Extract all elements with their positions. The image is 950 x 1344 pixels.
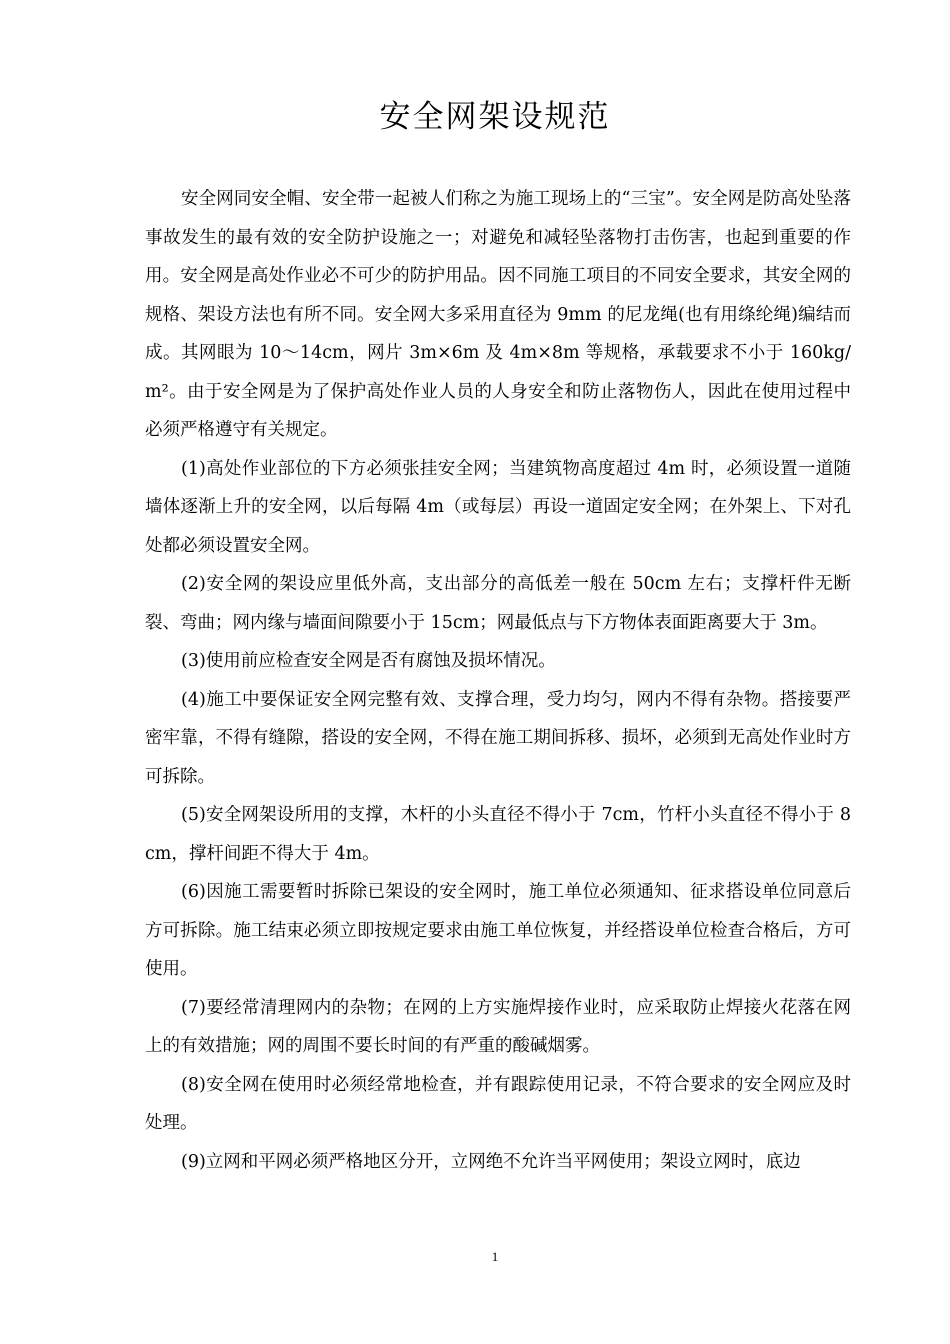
paragraph-rule-1: (1)高处作业部位的下方必须张挂安全网；当建筑物高度超过 4m 时，必须设置一道随墙体逐渐上升的安全网，以后每隔 4m（或每层）再设一道固定安全网；在外架上、下对孔处都必须设置安全网。 bbox=[145, 458, 851, 556]
page-number: 1 bbox=[491, 1249, 499, 1264]
paragraph-rule-7: (7)要经常清理网内的杂物；在网的上方实施焊接作业时，应采取防止焊接火花落在网上的有效措施；网的周围不要长时间的有严重的酸碱烟雾。 bbox=[145, 997, 851, 1056]
paragraph-intro: 安全网同安全帽、安全带一起被人们称之为施工现场上的“三宝”。安全网是防高处坠落事故发生的最有效的安全防护设施之一；对避免和减轻坠落物打击伤害，也起到重要的作用。安全网是高处作业必不可少的防护用品。因不同施工项目的不同安全要求，其安全网的规格、架设方法也有所不同。安全网大多采用直径为 9mm 的尼龙绳(也有用绦纶绳)编结而成。其网眼为 10～14cm，网片 3m×6m 及 4m×8m 等规格，承载要求不小于 160kg/m²。由于安全网是为了保护高处作业人员的人身安全和防止落物伤人，因此在使用过程中必须严格遵守有关规定。 bbox=[145, 189, 851, 440]
paragraph-rule-4: (4)施工中要保证安全网完整有效、支撑合理，受力均匀，网内不得有杂物。搭接要严密牢靠，不得有缝隙，搭设的安全网，不得在施工期间拆移、损坏，必须到无高处作业时方可拆除。 bbox=[145, 689, 851, 787]
paragraph-rule-6: (6)因施工需要暂时拆除已架设的安全网时，施工单位必须通知、征求搭设单位同意后方可拆除。施工结束必须立即按规定要求由施工单位恢复，并经搭设单位检查合格后，方可使用。 bbox=[145, 882, 851, 979]
paragraph-rule-3: (3)使用前应检查安全网是否有腐蚀及损坏情况。 bbox=[181, 651, 556, 671]
paragraph-rule-8: (8)安全网在使用时必须经常地检查，并有跟踪使用记录，不符合要求的安全网应及时处理。 bbox=[145, 1074, 851, 1133]
page-title: 安全网架设规范 bbox=[379, 99, 611, 135]
paragraph-rule-9: (9)立网和平网必须严格地区分开，立网绝不允许当平网使用；架设立网时，底边 bbox=[181, 1151, 801, 1172]
paragraph-rule-5: (5)安全网架设所用的支撑，木杆的小头直径不得小于 7cm，竹杆小头直径不得小于 8cm，撑杆间距不得大于 4m。 bbox=[145, 805, 851, 864]
document-body bbox=[145, 180, 851, 1181]
paragraph-rule-2: (2)安全网的架设应里低外高，支出部分的高低差一般在 50cm 左右；支撑杆件无断裂、弯曲；网内缘与墙面间隙要小于 15cm；网最低点与下方物体表面距离要大于 3m。 bbox=[145, 574, 851, 633]
